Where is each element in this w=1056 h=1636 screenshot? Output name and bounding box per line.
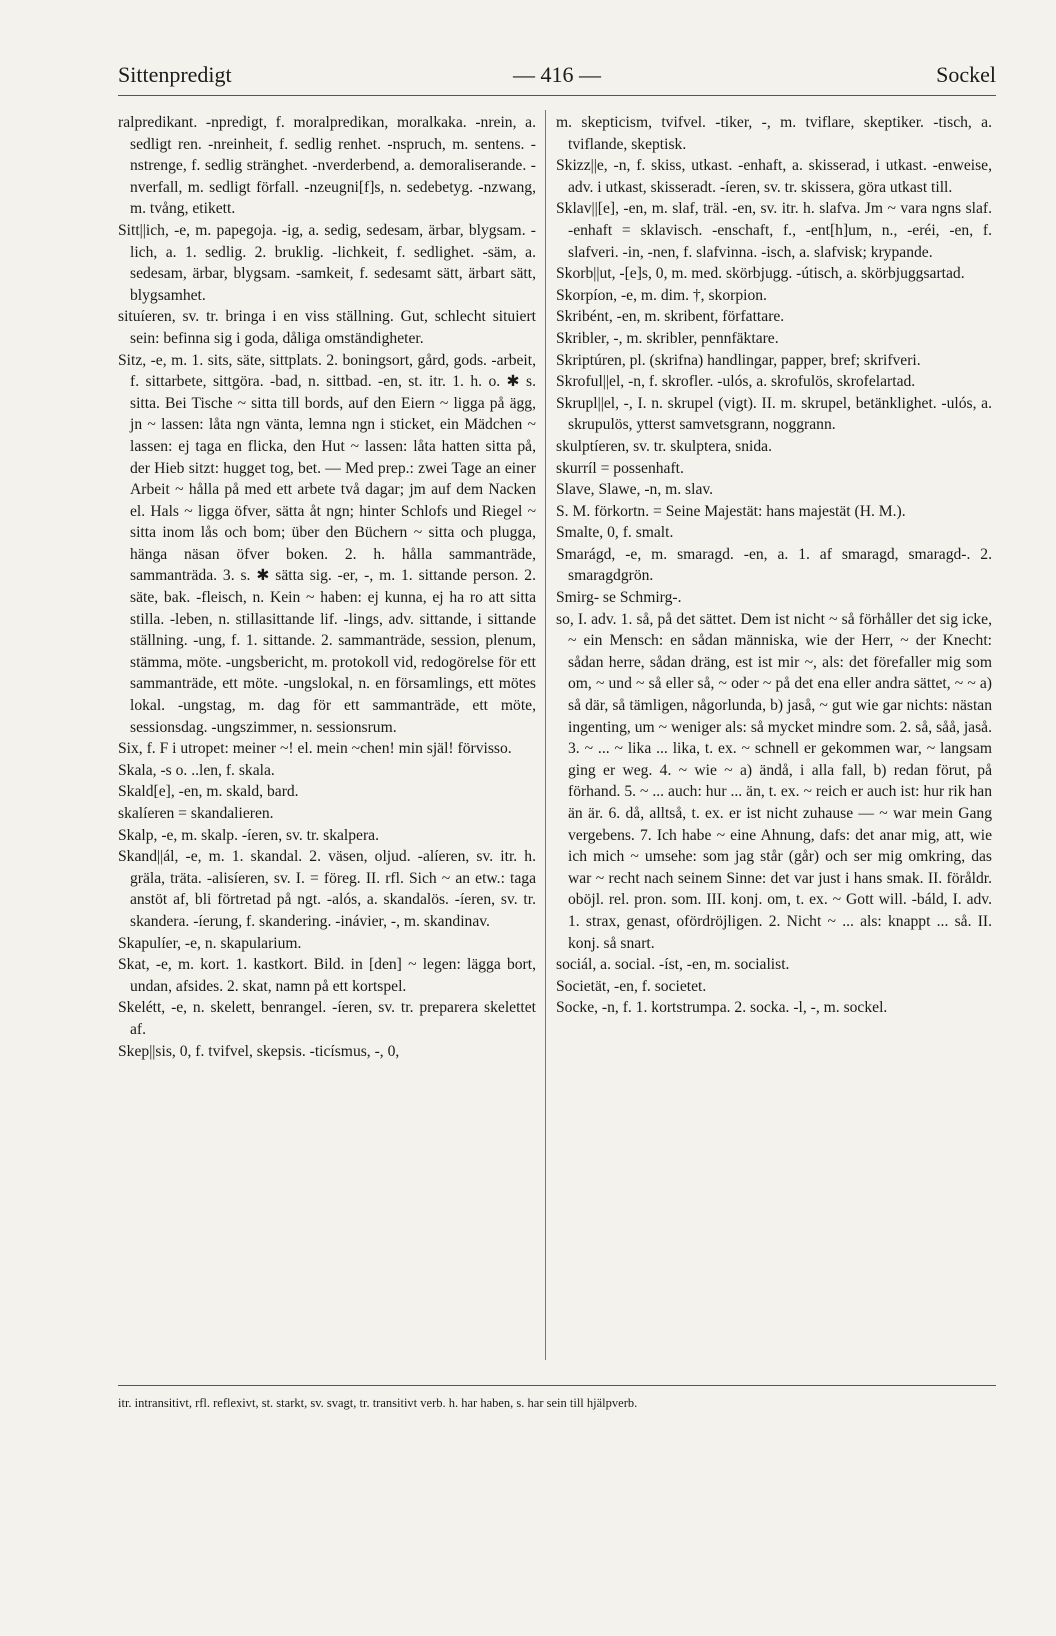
entry: Skribént, -en, m. skribent, författare.	[556, 308, 785, 326]
page-number: — 416 —	[513, 62, 601, 87]
entry: Skand||ál, -e, m. 1. skandal. 2. väsen, oljud. -alíeren, sv. itr. h. gräla, träta. -alisíeren, sv. I. = föreg. II. rfl. Sich ~ an etw.: taga anstöt af, bli förtretad på ngt. -alós, a. skandalös. -íeren, sv. tr. skandera. -íerung, f. skandering. -inávier, -, m. skandinav.	[118, 848, 536, 930]
entry: Skizz||e, -n, f. skiss, utkast. -enhaft, a. skisserad, i utkast. -enweise, adv. i utkast, skisseradt. -íeren, sv. tr. skissera, göra utkast till.	[556, 157, 992, 196]
entry: Skorb||ut, -[e]s, 0, m. med. skörbjugg. -útisch, a. skörbjuggsartad.	[556, 265, 965, 283]
entry: Skorpíon, -e, m. dim. †, skorpion.	[556, 286, 767, 304]
entry: Skat, -e, m. kort. 1. kastkort. Bild. in [den] ~ legen: lägga bort, undan, afsides. 2. skat, namn på ett kortspel.	[118, 956, 536, 995]
entry: Skep||sis, 0, f. tvifvel, skepsis. -ticísmus, -, 0,	[118, 1042, 400, 1060]
entry: Slave, Slawe, -n, m. slav.	[556, 481, 714, 499]
entry: Socke, -n, f. 1. kortstrumpa. 2. socka. -l, -, m. sockel.	[556, 999, 888, 1017]
entry: Skala, -s o. ..len, f. skala.	[118, 761, 275, 779]
entry: sociál, a. social. -íst, -en, m. socialist.	[556, 956, 790, 974]
entry: m. skepticism, tvifvel. -tiker, -, m. tviflare, skeptiker. -tisch, a. tviflande, skeptisk.	[556, 114, 992, 153]
abbreviation-key: itr. intransitivt, rfl. reflexivt, st. starkt, sv. svagt, tr. transitivt verb. h. har haben, s. har sein till hjälpverb.	[118, 1396, 638, 1410]
entry: skulptíeren, sv. tr. skulptera, snida.	[556, 437, 772, 455]
header-last-word: Sockel	[936, 62, 996, 87]
header-first-word: Sittenpredigt	[118, 62, 232, 87]
column-divider	[545, 110, 546, 1360]
page-header	[118, 62, 996, 102]
left-column	[118, 112, 536, 1062]
entry: Societät, -en, f. societet.	[556, 977, 707, 995]
entry: Sitt||ich, -e, m. papegoja. -ig, a. sedig, sedesam, ärbar, blygsam. -lich, a. 1. sedlig. 2. bruklig. -lichkeit, f. sedlighet. -säm, a. sedesam, ärbar, blygsam. -samkeit, f. sedesamt sätt, ärbart sätt, blygsamhet.	[118, 221, 536, 304]
right-column	[556, 112, 992, 1019]
entry: Sitz, -e, m. 1. sits, säte, sittplats. 2. boningsort, gård, gods. -arbeit, f. sittarbete, sittgöra. -bad, n. sittbad. -en, st. itr. 1. h. o. ✱ s. sitta. Bei Tische ~ sitta till bords, auf den Eiern ~ ligga på ägg, jn ~ lassen: låta ngn vänta, lemna ngn i sticket, ein Mädchen ~ lassen: ej taga en flicka, den Hut ~ lassen: låta hatten sitta på, der Hieb sitzt: hugget tog, bet. — Med prep.: zwei Tage an einer Arbeit ~ hålla på med ett arbete två dagar; jm auf dem Nacken el. Hals ~ ligga öfver, sätta åt ngn; hinter Schlofs und Riegel ~ sitta inom lås och bom; über den Büchern ~ sitta och plugga, hänga näsan öfver boken. 2. h. hålla sammanträde, sammanträda. 3. s. ✱ sätta sig. -er, -, m. 1. sittande person. 2. säte, bak. -fleisch, n. Kein ~ haben: ej kunna, ej ha ro att sitta stilla. -leben, n. stillasittande lif. -lings, adv. sittande, i sittande ställning. -ung, f. 1. sittande. 2. sammanträde, session, plenum, stämma, möte. -ungsbericht, m. protokoll vid, redogörelse för ett sammanträde, ett möte. -ungslokal, n. en församlings, ett mötes lokal. -ungstag, m. dag för ett sammanträde, ett möte, sessionsdag. -ungszimmer, n. sessionsrum.	[118, 351, 536, 736]
entry: Skribler, -, m. skribler, pennfäktare.	[556, 329, 779, 347]
entry: situíeren, sv. tr. bringa i en viss ställning. Gut, schlecht situiert sein: befinna sig i goda, dåliga omständigheter.	[118, 308, 536, 347]
entry: Skapulíer, -e, n. skapularium.	[118, 934, 302, 952]
entry: Skelétt, -e, n. skelett, benrangel. -íeren, sv. tr. preparera skelettet af.	[118, 999, 536, 1038]
entry: Skroful||el, -n, f. skrofler. -ulós, a. skrofulös, skrofelartad.	[556, 373, 916, 391]
entry: S. M. förkortn. = Seine Majestät: hans majestät (H. M.).	[556, 502, 906, 520]
entry: Six, f. F i utropet: meiner ~! el. mein ~chen! min själ! förvisso.	[118, 740, 512, 758]
entry: Smarágd, -e, m. smaragd. -en, a. 1. af smaragd, smaragd-. 2. smaragdgrön.	[556, 545, 992, 585]
footer-rule	[118, 1385, 996, 1386]
entry: skalíeren = skandalieren.	[118, 805, 274, 822]
entry: Skald[e], -en, m. skald, bard.	[118, 783, 299, 801]
entry: Sklav||[e], -en, m. slaf, träl. -en, sv. itr. h. slafva. Jm ~ vara ngns slaf. -enhaft = sklavisch. -enschaft, f., -ent[h]um, n., -eréi, -en, f. slafveri. -in, -nen, f. slafvinna. -isch, a. slafvisk; krypande.	[556, 200, 992, 261]
entry: Smirg- se Schmirg-.	[556, 589, 682, 607]
entry: so, I. adv. 1. så, på det sättet. Dem ist nicht ~ så förhåller det sig icke, ~ ein Mensch: en sådan människa, wie der Herr, ~ der Knecht: sådan herre, sådan dräng, est ist mir ~, als: det förefaller mig som om, ~ und ~ så eller så, ~ oder ~ på det ena eller andra sättet, ~ ~ a) så där, så tämligen, någorlunda, b) jaså, ~ gut wie gar nichts: nästan ingenting, um ~ weniger als: så mycket mindre som. 2. så, såå, jaså. 3. ~ ... ~ lika ... lika, t. ex. ~ schnell er gekommen war, ~ langsam ging er weg. 4. ~ wie ~ a) ändå, i alla fall, b) redan förut, på förhand. 5. ~ ... auch: hur ... än, t. ex. ~ reich er auch ist: hur rik han än är. 6. då, alltså, t. ex. er ist nicht zuhause — ~ war mein Gang vergebens. 7. Ich habe ~ eine Ahnung, dafs: det anar mig, att, wie ich mich ~ umsehe: som jag står (går) och ser mig omkring, das war ~ recht nach seinem Sinne: det var just i hans smak. II. föråldr. oböjl. rel. pron. som. III. konj. om, t. ex. ~ Gott will. -báld, I. adv. 1. strax, genast, ofördröjligen. 2. Nicht ~ ... als: knappt ... så. II. konj. så snart.	[556, 610, 992, 952]
entry: Skriptúren, pl. (skrifna) handlingar, papper, bref; skrifveri.	[556, 351, 921, 369]
entry: Skrupl||el, -, I. n. skrupel (vigt). II. m. skrupel, betänklighet. -ulós, a. skrupulös, ytterst samvetsgrann, noggrann.	[556, 394, 992, 434]
entry: ralpredikant. -npredigt, f. moralpredikan, moralkaka. -nrein, a. sedligt ren. -nreinheit, f. sedlig renhet. -nspruch, m. sentens. -nstrenge, f. sedlig stränghet. -nverderbend, a. demoraliserande. -nverfall, m. sedligt förfall. -nzeugni[f]s, n. sedebetyg. -nzwang, m. tvång, etikett.	[118, 114, 536, 218]
header-rule	[118, 95, 996, 96]
entry: Smalte, 0, f. smalt.	[556, 524, 674, 542]
entry: Skalp, -e, m. skalp. -íeren, sv. tr. skalpera.	[118, 826, 379, 844]
entry: skurríl = possenhaft.	[556, 459, 684, 477]
